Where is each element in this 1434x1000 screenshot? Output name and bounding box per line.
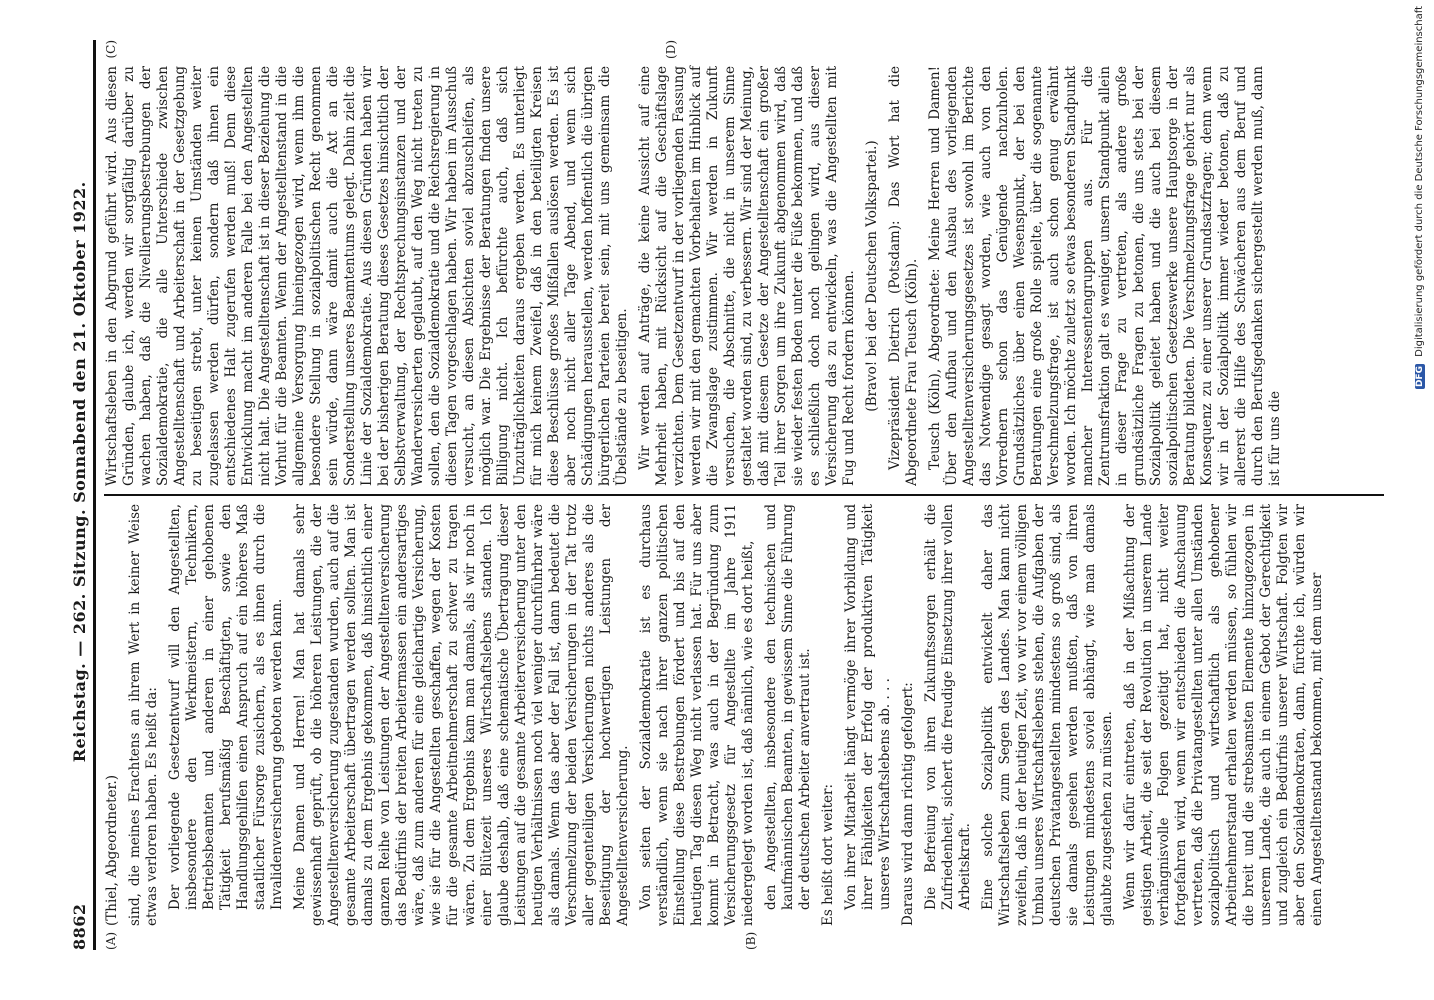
quote-paragraph: Die Befreiung von ihren Zukunftssorgen erhält die Zufriedenheit, sichert die freudige Einsetzung ihrer vollen Arbeitskraft. bbox=[923, 504, 973, 910]
margin-marker-c: (C) bbox=[104, 40, 118, 59]
page-header bbox=[70, 40, 96, 950]
margin-marker-d: (D) bbox=[664, 40, 678, 59]
chair-announcement: Vizepräsident Dietrich (Potsdam): Das Wort hat die Abgeordnete Frau Teusch (Köln). bbox=[887, 66, 920, 486]
body-area bbox=[104, 40, 1394, 950]
margin-marker-b: (B) bbox=[744, 931, 758, 950]
paragraph: sind, die meines Erachtens an ihrem Wert in keiner Weise etwas verloren haben. Es heißt da: bbox=[127, 504, 160, 926]
paragraph: Wenn wir dafür eintreten, daß in der Mißachtung der geistigen Arbeit, die seit der Revolution in unserem Lande verhängnisvolle Folgen gezeitigt hat, nicht weiter fortgefahren wird, wenn wir entschieden die Anschauung vertreten, daß die Privatangestellten unter allen Umständen sozialpolitisch und wirtschaftlich als gehobener Arbeitnehmerstand erhalten werden müssen, so fühlen wir die breit und die strebsamsten Elemente hinzugezogen in unserem Lande, die auch in einem Gebot der Gerechtigkeit und zugleich ein Bedürfnis unserer Wirtschaft. Folgten wir aber den Sozialdemokraten, dann, fürchte ich, würden wir einen Angestelltenstand bekommen, mit dem unser bbox=[1122, 504, 1325, 926]
quote-paragraph: Von ihrer Mitarbeit hängt vermöge ihrer Vorbildung und ihrer Fähigkeiten der Erfolg der produktiven Tätigkeit unseres Wirtschaftslebens ab. . . . bbox=[843, 504, 893, 910]
credit-text: Digitalisierung gefördert durch die Deutsche Forschungsgemeinschaft bbox=[1413, 6, 1425, 357]
rotated-page bbox=[70, 40, 1410, 950]
paragraph: Eine solche Sozialpolitik entwickelt daher das Wirtschaftsleben zum Segen des Landes. Man kann nicht zweifeln, daß in der heutigen Zeit, wo wir vor einem völligen Umbau unseres Wirtschaftslebens stehen, die Aufgaben der deutschen Privatangestellten mindestens so groß sind, als sie damals gesehen werden mußten, daß von ihren Leistungen mindestens soviel abhängt, wie man damals glaubte zugestehen zu müssen. bbox=[980, 504, 1115, 926]
left-column bbox=[104, 504, 1394, 950]
paragraph: Wir werden auf Anträge, die keine Aussicht auf eine Mehrheit haben, mit Rücksicht auf die Geschäftslage verzichten. Dem Gesetzentwurf in der vorliegenden Fassung werden wir mit den gemachten Vorbehalten im Hinblick auf die Zwangslage zustimmen. Wir werden in Zukunft versuchen, die Abschnitte, die nicht in unserem Sinne gestaltet worden sind, zu verbessern. Wir sind der Meinung, daß mit diesem Gesetze der Angestelltenschaft ein großer Teil ihrer Sorgen um ihre Zukunft abgenommen wird, daß sie wieder festen Boden unter die Füße bekommen, und daß es schließlich doch noch gelingen wird, aus dieser Versicherung das zu entwickeln, was die Angestellten mit Fug und Recht fordern können. bbox=[637, 66, 857, 486]
digitization-credit bbox=[1410, 6, 1428, 986]
page-title: Reichstag. — 262. Sitzung. Sonnabend den 21. Oktober 1922. bbox=[70, 181, 89, 763]
paragraph: Teusch (Köln), Abgeordnete: Meine Herren und Damen! Über den Aufbau und den Ausbau des vorliegenden Angestelltenversicherungsgesetzes ist sowohl im Berichte das Notwendige gesagt worden, wie auch von den Vorrednern schon das Genügende nachzuholen. Grundsätzliches über einen Wesenspunkt, der bei den Beratungen eine große Rolle spielte, über die sogenannte Verschmelzungsfrage, ist auch schon genug erwähnt worden. Ich möchte zuletzt so etwas besonderen Standpunkt mancher Interessentengruppen aus. Für die Zentrumsfraktion galt es weniger, unsern Standpunkt allein in dieser Frage zu vertreten, als andere große grundsätzliche Fragen zu betonen, die uns stets bei der Sozialpolitik geleitet haben und die auch bei diesem sozialpolitischen Gesetzeswerke unsere Hauptsorge in der Beratung bildeten. Die Verschmelzungsfrage gehört nur als Konsequenz zu einer unserer Grundsatzfragen; denn wenn wir in der Sozialpolitik immer wieder betonen, daß zu allererst die Hilfe des Schwächeren aus dem Beruf und durch den Berufsgedanken sichergestellt werden muß, dann ist für uns die bbox=[927, 66, 1283, 486]
paragraph: Von seiten der Sozialdemokratie ist es durchaus verständlich, wenn sie nach ihrer ganzen politischen Einstellung diese Bestrebungen fördert und bis auf den heutigen Tag diesen Weg nicht verlassen hat. Für uns aber kommt in Betracht, was auch in der Begründung zum Versicherungsgesetz für Angestellte im Jahre 1911 niedergelegt worden ist, daß nämlich, wie es dort heißt, bbox=[638, 504, 756, 926]
quote-paragraph: Der vorliegende Gesetzentwurf will den Angestellten, insbesondere den Werkmeistern, Technikern, Betriebsbeamten und anderen in einer gehobenen Tätigkeit berufsmäßig Beschäftigten, sowie den Handlungsgehilfen einen Anspruch auf ein höheres Maß staatlicher Fürsorge zusichern, als es ihnen durch die Invalidenversicherung geboten werden kann. bbox=[167, 504, 285, 910]
applause-note: (Bravo! bei der Deutschen Volkspartei.) bbox=[864, 140, 880, 412]
paragraph: Daraus wird dann richtig gefolgert: bbox=[900, 682, 916, 926]
paragraph: Wirtschaftsleben in den Abgrund geführt wird. Aus diesen Gründen, glaube ich, werden wir sorgfältig darüber zu wachen haben, daß die Nivellierungsbestrebungen der Sozialdemokratie, die alle Unterschiede zwischen Angestelltenschaft und Arbeiterschaft in der Gesetzgebung zu beseitigen strebt, unter keinen Umständen weiter zugelassen werden dürfen, sondern daß ihnen ein entschiedenes Halt zugerufen werden muß! Denn diese Entwicklung macht im anderen Falle bei den Angestellten nicht halt. Die Angestelltenschaft ist in dieser Beziehung die Vorhut für die Beamten. Wenn der Angestelltenstand in die allgemeine Versorgung hineingezogen wird, wenn ihm die besondere Stellung in sozialpolitischen Recht genommen sein würde, dann wäre damit auch die Axt an die Sonderstellung unseres Beamtentums gelegt. Dahin zielt die Linie der Sozialdemokratie. Aus diesen Gründen haben wir bei der bisherigen Beratung dieses Gesetzes hinsichtlich der Selbstverwaltung, der Rechtsprechungsinstanzen und der Wanderversicherten geglaubt, auf den Weg nicht treten zu sollen, den die Sozialdemokratie und die Reichsregierung in diesen Tagen vorgeschlagen haben. Wir haben im Ausschuß versucht, an diesen Absichten soviel abzuschleifen, als möglich war. Die Ergebnisse der Beratungen finden unsere Billigung nicht. Ich befürchte auch, daß sich Unzuträglichkeiten daraus ergeben werden. Es unterliegt für mich keinem Zweifel, daß in den beteiligten Kreisen diese Beschlüsse großes Mißfallen auslösen werden. Es ist aber noch nicht aller Tage Abend, und wenn sich Schädigungen herausstellen, werden hoffentlich die übrigen bürgerlichen Parteien bereit sein, mit uns gemeinsam die Übelstände zu beseitigen. bbox=[104, 66, 630, 486]
rotated-page-viewport bbox=[70, 40, 1410, 950]
page-number: 8862 bbox=[70, 903, 89, 950]
speaker-header: (Thiel, Abgeordneter.) bbox=[104, 774, 120, 926]
margin-marker-a: (A) bbox=[104, 931, 118, 950]
right-column bbox=[104, 40, 1394, 486]
dfg-logo-badge: DFG bbox=[1414, 366, 1425, 388]
paragraph: Meine Damen und Herren! Man hat damals sehr gewissenhaft geprüft, ob die höheren Leistungen, die der Angestelltenversicherung zugestanden wurden, auch auf die gesamte Arbeiterschaft übertragen werden sollten. Man ist damals zu dem Ergebnis gekommen, daß hinsichtlich einer ganzen Reihe von Leistungen der Angestelltenversicherung das Bedürfnis der breiten Arbeitermassen ein andersartiges wäre, daß zum anderen für eine gleichartige Versicherung, wie sie für die Angestellten geschaffen, wegen der Kosten für die gesamte Arbeitnehmerschaft zu schwer zu tragen wären. Zu dem Ergebnis kam man damals, als wir noch in einer Blütezeit unseres Wirtschaftslebens standen. Ich glaube deshalb, daß eine schematische Übertragung dieser Leistungen auf die gesamte Arbeiterversicherung unter den heutigen Verhältnissen noch viel weniger durchführbar wäre als damals. Wenn das aber der Fall ist, dann bedeutet die Verschmelzung der beiden Versicherungen in der Tat trotz aller gegenteiligen Versicherungen nichts anderes als die Beseitigung der hochwertigen Leistungen der Angestelltenversicherung. bbox=[292, 504, 631, 926]
quote-paragraph: den Angestellten, insbesondere den technischen und kaufmännischen Beamten, in gewissem Sinne die Führung der deutschen Arbeiter anvertraut ist. bbox=[763, 504, 813, 910]
paragraph: Es heißt dort weiter: bbox=[820, 783, 836, 926]
